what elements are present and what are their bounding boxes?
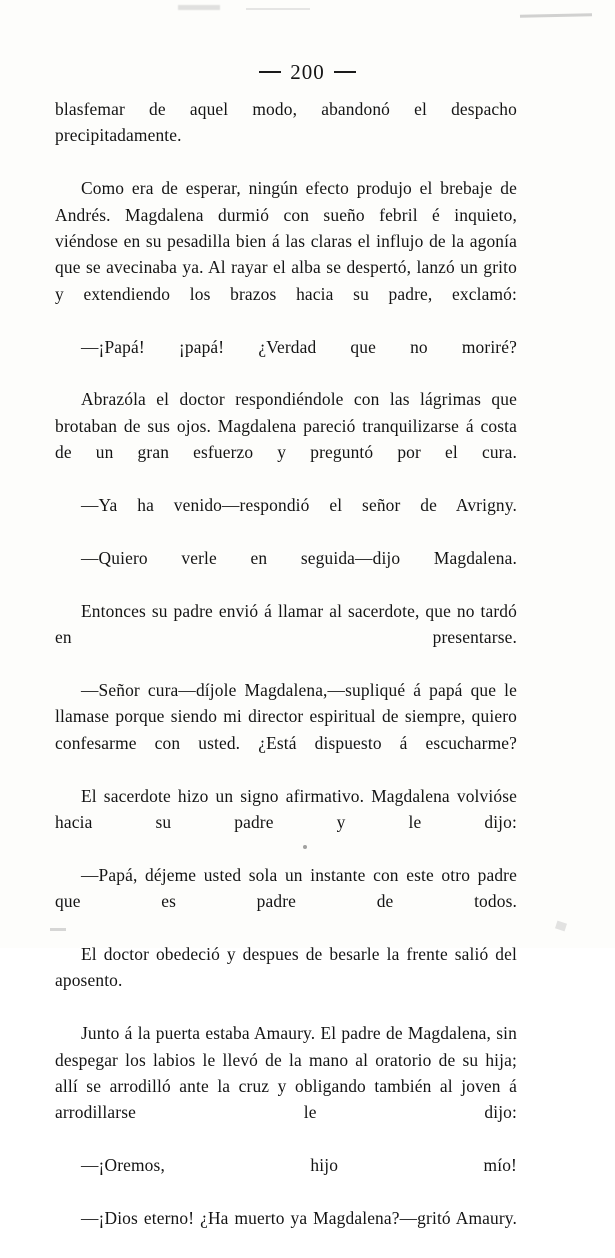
scan-artifact-top-right [520,13,592,18]
folio-rule-left [259,71,281,73]
scan-artifact-top-center [246,8,310,10]
paragraph: Abrazóla el doctor respondiéndole con las lágrimas que brotaban de sus ojos. Magdalena pareció tranquilizarse á costa de un gran esfuerzo y preguntó por el cura. [55,389,517,463]
paragraph: —Ya ha venido—respondió el señor de Avrigny. [81,495,517,516]
paragraph: El sacerdote hizo un signo afirmativo. Magdalena volvióse hacia su padre y le dijo: [55,785,517,832]
paragraph: —¡Oremos, hijo mío! [81,1155,517,1176]
scan-artifact-bottom-left [50,928,66,931]
paragraph: —Señor cura—díjole Magdalena,—supliqué á papá que le llamase porque siendo mi director espiritual de siempre, quiero confesarme con usted. ¿Está dispuesto á escucharme? [55,679,517,753]
paragraph: El doctor obedeció y despues de besarle la frente salió del aposento. [55,944,517,991]
paragraph: blasfemar de aquel modo, abandonó el despacho precipitadamente. [55,99,517,146]
scan-artifact-bottom-right [555,921,567,932]
paragraph: —¡Papá! ¡papá! ¿Verdad que no moriré? [81,336,517,357]
page-number: 200 [290,60,325,84]
scan-artifact-bottom-center [303,845,307,849]
paragraph: —¡Dios eterno! ¿Ha muerto ya Magdalena?—gritó Amaury. [81,1208,517,1229]
page-number-header [0,60,615,85]
paragraph: Entonces su padre envió á llamar al sacerdote, que no tardó en presentarse. [55,600,517,648]
body-text [55,96,517,1258]
folio-rule-right [334,71,356,73]
paragraph: —Quiero verle en seguida—dijo Magdalena. [81,547,517,568]
paragraph: —Papá, déjeme usted sola un instante con este otro padre que es padre de todos. [55,864,517,912]
paragraph: Junto á la puerta estaba Amaury. El padre de Magdalena, sin despegar los labios le llevó de la mano al oratorio de su hija; allí se arrodilló ante la cruz y obligando también al joven á arrodillarse le dijo: [55,1023,517,1123]
paragraph: Como era de esperar, ningún efecto produjo el brebaje de Andrés. Magdalena durmió con sueño febril é inquieto, viéndose en su pesadilla bien á las claras el influjo de la agonía que se avecinaba ya. Al rayar el alba se despertó, lanzó un grito y extendiendo los brazos hacia su padre, exclamó: [55,178,517,304]
scan-artifact-top-left [178,5,220,10]
